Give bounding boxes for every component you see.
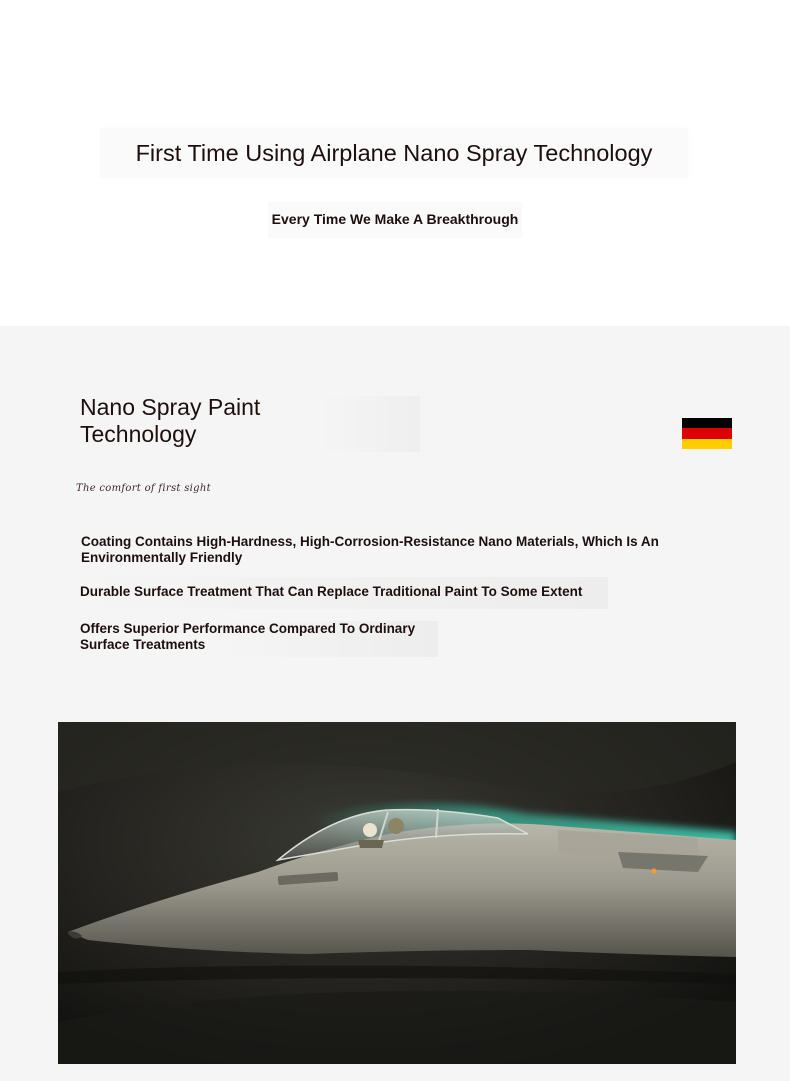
germany-flag-icon [682,418,732,449]
fighter-jet-photo [58,722,736,1064]
flag-stripe-red [682,428,732,438]
feature-durable: Durable Surface Treatment That Can Replace Traditional Paint To Some Extent [80,577,608,609]
features-section [0,326,790,1081]
section-title-line2: Technology [80,421,197,447]
feature-superior [80,621,438,657]
script-tagline: The comfort of first sight [76,483,211,494]
section-title [80,394,420,448]
hero-subtitle: Every Time We Make A Breakthrough [268,202,522,238]
flag-stripe-gold [682,439,732,449]
feature-superior-line2: Surface Treatments [80,637,206,652]
hero-section [0,0,790,326]
section-title-line1: Nano Spray Paint [80,394,261,420]
jet-illustration [58,722,736,1064]
hero-title: First Time Using Airplane Nano Spray Technology [100,128,688,178]
flag-stripe-black [682,418,732,428]
feature-superior-line1: Offers Superior Performance Compared To Ordinary [80,621,416,636]
feature-coating: Coating Contains High-Hardness, High-Corrosion-Resistance Nano Materials, Which Is An Environmentally Friendly [81,534,659,565]
